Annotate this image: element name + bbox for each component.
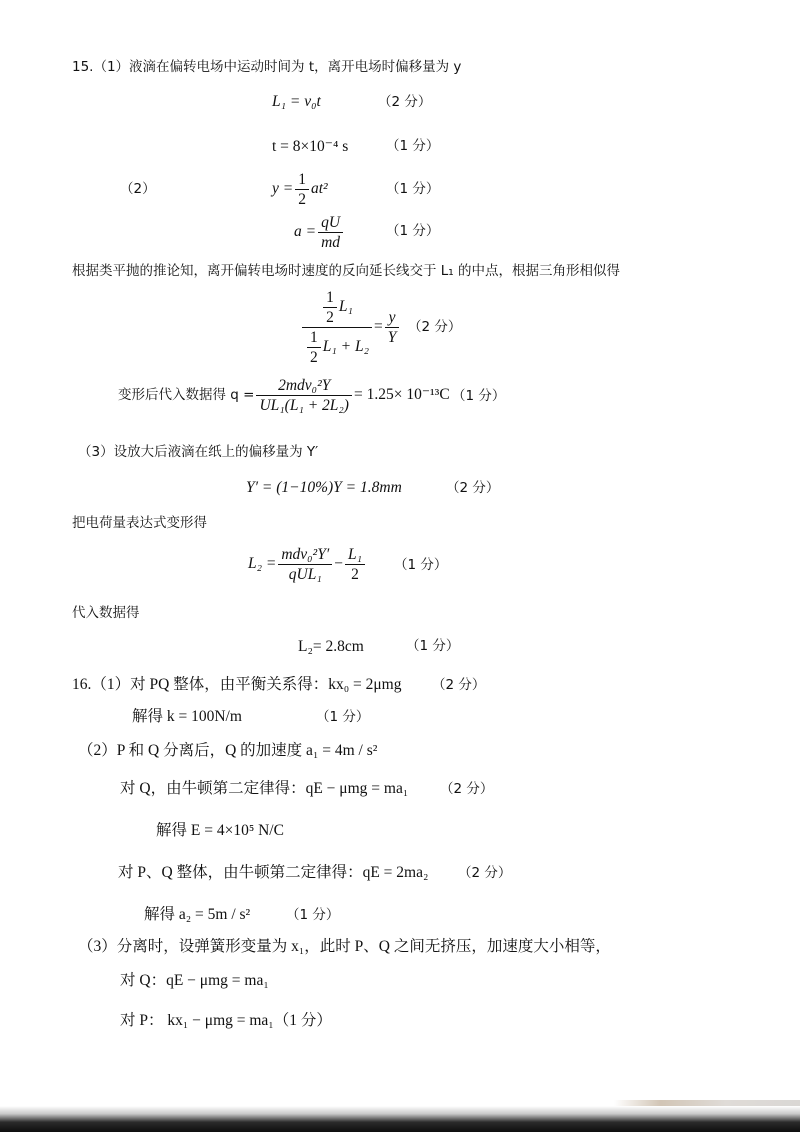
q15-eq4-score: （1 分） [386, 223, 440, 239]
q15-eq3-frac [295, 170, 309, 209]
q16-p1-solve: 解得 k = 100N/m [132, 708, 242, 725]
q16-p1: 16.（1）对 PQ 整体，由平衡关系得：kx₀ = 2μmg [72, 676, 402, 693]
q15-eq5-rhs-frac [385, 308, 400, 347]
q16-p2-solve-a2-score: （1 分） [286, 907, 340, 923]
q15-eq6-prefix: 变形后代入数据得 q = [118, 387, 255, 403]
q15-eq8-den: qUL₁ [288, 565, 322, 583]
q15-eq5-rhs-den: Y [387, 329, 397, 346]
q15-eq5-num-half [323, 288, 337, 327]
scan-edge-bar [0, 1106, 800, 1132]
q15-eq5-frac [302, 288, 372, 367]
q15-eq6 [118, 375, 450, 415]
q15-eq5-rhs-num: y [385, 308, 400, 328]
q15-eq5-num-tail: L₁ [338, 298, 353, 316]
q15-eq7-score: （2 分） [446, 480, 500, 496]
q15-eq7: Y′ = (1−10%)Y = 1.8mm [246, 479, 402, 496]
q15-part3-intro: （3）设放大后液滴在纸上的偏移量为 Y′ [78, 444, 319, 460]
q15-substitute-text: 代入数据得 [72, 605, 140, 621]
q15-eq4-frac [318, 213, 343, 252]
q15-eq6-num: 2mdv₀²Y [256, 376, 352, 396]
q15-eq1-score: （2 分） [378, 94, 432, 110]
q15-eq5-den-half-top: 1 [307, 328, 321, 348]
q16-p3-p: 对 P： kx₁ − μmg = ma₁（1 分） [120, 1012, 332, 1029]
q15-eq4-lhs: a = [294, 223, 317, 241]
q15-eq5 [300, 288, 401, 367]
q16-p2-solve-e: 解得 E = 4×10⁵ N/C [156, 822, 284, 839]
q15-eq1: L₁ = v₀t [272, 93, 321, 110]
q15-eq2-score: （1 分） [386, 138, 440, 154]
q15-eq8 [248, 540, 367, 588]
q15-part2-label: （2） [120, 181, 156, 197]
q15-eq5-num-half-top: 1 [323, 288, 337, 308]
q15-intro: 15.（1）液滴在偏转电场中运动时间为 t，离开电场时偏移量为 y [72, 59, 462, 75]
q15-eq2: t = 8×10⁻⁴ s [272, 138, 349, 155]
q15-eq8-score: （1 分） [394, 557, 448, 573]
q15-eq6-frac [256, 376, 352, 415]
q16-p2-q: 对 Q，由牛顿第二定律得：qE − μmg = ma₁ [120, 780, 409, 797]
q15-eq5-numerator [302, 288, 372, 328]
q15-eq3-lhs: y = [272, 180, 294, 198]
q15-eq6-score: （1 分） [452, 388, 506, 404]
q15-eq3 [272, 170, 328, 209]
q15-eq9: L₂= 2.8cm [298, 638, 364, 655]
q15-eq5-denominator [302, 328, 372, 367]
q15-eq8-frac2 [345, 545, 365, 584]
q15-transform-text: 把电荷量表达式变形得 [72, 515, 207, 531]
q15-eq5-den-half [307, 328, 321, 367]
q15-eq8-num: mdv₀²Y′ [278, 545, 332, 565]
q16-p2-pq: 对 P、Q 整体，由牛顿第二定律得：qE = 2ma₂ [118, 864, 429, 881]
q15-eq5-equals: = [373, 318, 383, 336]
q15-eq4-den: md [321, 234, 341, 251]
q16-p3-q: 对 Q：qE − μmg = ma₁ [120, 972, 269, 989]
q15-eq5-num-half-bottom: 2 [326, 309, 334, 326]
q15-eq9-score: （1 分） [406, 638, 460, 654]
q16-p1-score: （2 分） [432, 677, 486, 693]
q15-eq8-den2: 2 [351, 565, 359, 583]
q16-p2-q-score: （2 分） [440, 781, 494, 797]
q15-eq5-den-half-bottom: 2 [310, 349, 318, 366]
q15-eq3-rhs: at² [310, 180, 328, 198]
q15-eq6-result: = 1.25× 10⁻¹³C [353, 386, 450, 403]
q15-eq3-num: 1 [295, 170, 309, 190]
q15-eq4 [294, 213, 345, 252]
q15-eq8-frac1 [278, 545, 332, 584]
q15-eq5-score: （2 分） [408, 319, 462, 335]
q15-eq3-den: 2 [298, 191, 306, 208]
q16-p2-pq-score: （2 分） [458, 865, 512, 881]
q15-eq5-den-tail: L₁ + L₂ [322, 338, 369, 356]
q15-eq4-num: qU [318, 213, 343, 233]
q15-eq8-num2: L₁ [345, 545, 365, 565]
q16-p3: （3）分离时，设弹簧形变量为 x₁，此时 P、Q 之间无挤压，加速度大小相等， [78, 938, 611, 955]
q15-inference: 根据类平抛的推论知，离开偏转电场时速度的反向延长线交于 L₁ 的中点，根据三角形相似得 [72, 263, 621, 279]
q15-eq8-minus: − [334, 555, 343, 572]
q15-eq6-den: UL₁(L₁ + 2L₂) [259, 396, 349, 414]
q15-eq8-lhs: L₂ = [248, 555, 277, 572]
q16-p2: （2）P 和 Q 分离后，Q 的加速度 a₁ = 4m / s² [78, 742, 378, 759]
q15-eq3-score: （1 分） [386, 181, 440, 197]
q16-p1-solve-score: （1 分） [316, 709, 370, 725]
q16-p2-solve-a2: 解得 a₂ = 5m / s² [144, 906, 251, 923]
